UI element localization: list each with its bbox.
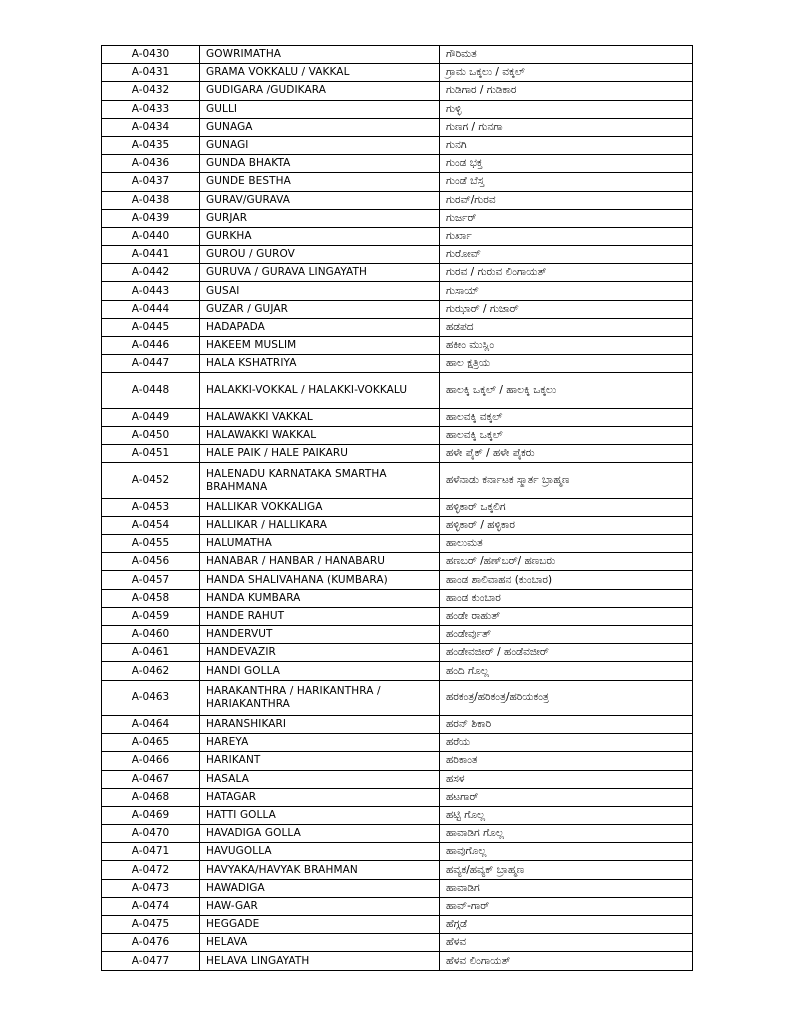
caste-code-cell: A-0458 [102, 589, 200, 607]
caste-name-english-cell: HARIKANT [200, 752, 440, 770]
caste-name-english-cell: GURUVA / GURAVA LINGAYATH [200, 264, 440, 282]
caste-name-english-cell: HANDEVAZIR [200, 644, 440, 662]
caste-name-kannada-cell: ಹಟ್ಟಿ ಗೊಲ್ಲ [440, 806, 693, 824]
caste-name-kannada-cell: ಗುಳ್ಳಿ [440, 100, 693, 118]
caste-name-english-cell: GULLI [200, 100, 440, 118]
table-body [102, 46, 693, 971]
caste-name-english-cell: HALUMATHA [200, 535, 440, 553]
caste-name-kannada-cell: ಹಾವ್-ಗಾರ್ [440, 897, 693, 915]
table-row [102, 463, 693, 498]
caste-name-kannada-cell: ಗುಣಗ / ಗುನಗಾ [440, 118, 693, 136]
caste-name-english-cell: HALAWAKKI VAKKAL [200, 408, 440, 426]
table-row [102, 498, 693, 516]
caste-code-cell: A-0437 [102, 173, 200, 191]
caste-name-english-cell: GURAV/GURAVA [200, 191, 440, 209]
caste-code-cell: A-0447 [102, 355, 200, 373]
table-row [102, 916, 693, 934]
table-row [102, 46, 693, 64]
caste-name-english-cell: HEGGADE [200, 916, 440, 934]
caste-name-english-cell: HAWADIGA [200, 879, 440, 897]
caste-name-english-cell: HALLIKAR / HALLIKARA [200, 516, 440, 534]
table-row [102, 626, 693, 644]
caste-code-cell: A-0466 [102, 752, 200, 770]
table-row [102, 806, 693, 824]
caste-name-english-cell: GUDIGARA /GUDIKARA [200, 82, 440, 100]
caste-name-kannada-cell: ಹಾವಾಡಿಗ [440, 879, 693, 897]
caste-code-cell: A-0471 [102, 843, 200, 861]
table-row [102, 300, 693, 318]
caste-name-kannada-cell: ಹಡಪದ [440, 318, 693, 336]
caste-name-english-cell: HAVUGOLLA [200, 843, 440, 861]
table-row [102, 173, 693, 191]
caste-name-kannada-cell: ಹಟಗಾರ್ [440, 788, 693, 806]
caste-name-kannada-cell: ಗುಂಡ ಭಕ್ತ [440, 155, 693, 173]
caste-name-english-cell: HANDA KUMBARA [200, 589, 440, 607]
caste-name-english-cell: GOWRIMATHA [200, 46, 440, 64]
table-row [102, 282, 693, 300]
caste-code-cell: A-0434 [102, 118, 200, 136]
caste-code-cell: A-0438 [102, 191, 200, 209]
caste-name-english-cell: GUNAGI [200, 136, 440, 154]
caste-code-cell: A-0474 [102, 897, 200, 915]
caste-name-kannada-cell: ಗುಂಡೆ ಬೆಸ್ತ [440, 173, 693, 191]
caste-name-english-cell: GURKHA [200, 227, 440, 245]
caste-name-english-cell: HALAWAKKI WAKKAL [200, 426, 440, 444]
caste-name-english-cell: HARAKANTHRA / HARIKANTHRA / HARIAKANTHRA [200, 680, 440, 715]
table-row [102, 155, 693, 173]
table-row [102, 589, 693, 607]
caste-code-cell: A-0455 [102, 535, 200, 553]
table-row [102, 408, 693, 426]
caste-name-kannada-cell: ಗುರವ / ಗುರುವ ಲಿಂಗಾಯತ್ [440, 264, 693, 282]
caste-name-kannada-cell: ಹಳ್ಳಿಕಾರ್ ಒಕ್ಕಲಿಗ [440, 498, 693, 516]
table-row [102, 246, 693, 264]
caste-list-table [101, 45, 693, 971]
caste-code-cell: A-0432 [102, 82, 200, 100]
caste-code-cell: A-0472 [102, 861, 200, 879]
caste-name-english-cell: HASALA [200, 770, 440, 788]
caste-code-cell: A-0431 [102, 64, 200, 82]
caste-code-cell: A-0436 [102, 155, 200, 173]
caste-name-english-cell: HALAKKI-VOKKAL / HALAKKI-VOKKALU [200, 373, 440, 408]
caste-name-kannada-cell: ಗುನಗಿ [440, 136, 693, 154]
caste-code-cell: A-0462 [102, 662, 200, 680]
caste-code-cell: A-0470 [102, 825, 200, 843]
table-row [102, 373, 693, 408]
caste-name-kannada-cell: ಹೆಗ್ಗಡೆ [440, 916, 693, 934]
table-row [102, 355, 693, 373]
table-row [102, 82, 693, 100]
caste-name-kannada-cell: ಹಣಬರ್ /ಹಣ್‌ಬರ್/ ಹಣಬರು [440, 553, 693, 571]
caste-name-english-cell: HARANSHIKARI [200, 715, 440, 733]
caste-name-kannada-cell: ಹಾಲವಕ್ಕಿ ಒಕ್ಕಲ್ [440, 426, 693, 444]
caste-code-cell: A-0459 [102, 607, 200, 625]
caste-name-english-cell: HATTI GOLLA [200, 806, 440, 824]
caste-name-kannada-cell: ಗುಝಾರ್ / ಗುಜಾರ್ [440, 300, 693, 318]
caste-code-cell: A-0452 [102, 463, 200, 498]
caste-name-english-cell: HANDE RAHUT [200, 607, 440, 625]
caste-name-kannada-cell: ಹವ್ಯಕ/ಹವ್ಯಕ್ ಬ್ರಾಹ್ಮಣ [440, 861, 693, 879]
table-row [102, 191, 693, 209]
caste-code-cell: A-0446 [102, 337, 200, 355]
caste-name-kannada-cell: ಹಂಡೇ ರಾಹುತ್ [440, 607, 693, 625]
caste-name-english-cell: HALA KSHATRIYA [200, 355, 440, 373]
caste-name-english-cell: HANDA SHALIVAHANA (KUMBARA) [200, 571, 440, 589]
caste-code-cell: A-0451 [102, 445, 200, 463]
caste-code-cell: A-0467 [102, 770, 200, 788]
caste-name-english-cell: HALE PAIK / HALE PAIKARU [200, 445, 440, 463]
caste-name-kannada-cell: ಗುರ್ಖಾ [440, 227, 693, 245]
caste-name-kannada-cell: ಹರಿಕಾಂತ [440, 752, 693, 770]
caste-code-cell: A-0460 [102, 626, 200, 644]
caste-name-english-cell: GUNDE BESTHA [200, 173, 440, 191]
table-row [102, 337, 693, 355]
caste-code-cell: A-0450 [102, 426, 200, 444]
caste-name-kannada-cell: ಹಾವಾಡಿಗ ಗೊಲ್ಲ [440, 825, 693, 843]
caste-name-english-cell: HATAGAR [200, 788, 440, 806]
caste-name-english-cell: HANDERVUT [200, 626, 440, 644]
caste-name-kannada-cell: ಗುಸಾಯ್ [440, 282, 693, 300]
table-row [102, 136, 693, 154]
caste-code-cell: A-0461 [102, 644, 200, 662]
table-row [102, 553, 693, 571]
table-row [102, 861, 693, 879]
caste-code-cell: A-0476 [102, 934, 200, 952]
caste-name-kannada-cell: ಗುರ್ಜರ್ [440, 209, 693, 227]
caste-name-english-cell: HALENADU KARNATAKA SMARTHA BRAHMANA [200, 463, 440, 498]
caste-name-kannada-cell: ಹಾಲುಮತ [440, 535, 693, 553]
caste-name-english-cell: GURJAR [200, 209, 440, 227]
caste-name-kannada-cell: ಗುರವ್/ಗುರವ [440, 191, 693, 209]
table-row [102, 445, 693, 463]
caste-name-english-cell: HAKEEM MUSLIM [200, 337, 440, 355]
caste-name-english-cell: HANDI GOLLA [200, 662, 440, 680]
caste-name-english-cell: GRAMA VOKKALU / VAKKAL [200, 64, 440, 82]
caste-name-english-cell: GUZAR / GUJAR [200, 300, 440, 318]
caste-name-kannada-cell: ಹೆಳವ [440, 934, 693, 952]
table-row [102, 227, 693, 245]
caste-name-kannada-cell: ಹಾವುಗೊಲ್ಲ [440, 843, 693, 861]
caste-name-kannada-cell: ಹಸಳ [440, 770, 693, 788]
caste-name-kannada-cell: ಗುರೋವ್ [440, 246, 693, 264]
caste-name-kannada-cell: ಗುಡಿಗಾರ / ಗುಡಿಕಾರ [440, 82, 693, 100]
caste-name-kannada-cell: ಹಾಂಡ ಶಾಲಿವಾಹನ (ಕುಂಬಾರ) [440, 571, 693, 589]
caste-name-english-cell: HAVYAKA/HAVYAK BRAHMAN [200, 861, 440, 879]
caste-name-english-cell: GUSAI [200, 282, 440, 300]
caste-code-cell: A-0441 [102, 246, 200, 264]
caste-name-english-cell: HAVADIGA GOLLA [200, 825, 440, 843]
table-row [102, 662, 693, 680]
caste-code-cell: A-0440 [102, 227, 200, 245]
caste-code-cell: A-0454 [102, 516, 200, 534]
caste-name-english-cell: HANABAR / HANBAR / HANABARU [200, 553, 440, 571]
table-row [102, 770, 693, 788]
caste-code-cell: A-0464 [102, 715, 200, 733]
caste-code-cell: A-0465 [102, 734, 200, 752]
table-row [102, 607, 693, 625]
caste-name-english-cell: GUROU / GUROV [200, 246, 440, 264]
table-row [102, 535, 693, 553]
caste-name-kannada-cell: ಗೌರಿಮತ [440, 46, 693, 64]
caste-code-cell: A-0463 [102, 680, 200, 715]
caste-name-english-cell: HADAPADA [200, 318, 440, 336]
table-row [102, 118, 693, 136]
caste-name-kannada-cell: ಹಂಡೇರ್ವುತ್ [440, 626, 693, 644]
caste-code-cell: A-0456 [102, 553, 200, 571]
caste-code-cell: A-0439 [102, 209, 200, 227]
table-row [102, 644, 693, 662]
caste-code-cell: A-0477 [102, 952, 200, 970]
caste-name-english-cell: GUNDA BHAKTA [200, 155, 440, 173]
table-row [102, 715, 693, 733]
caste-name-kannada-cell: ಹಾಲ ಕ್ಷತ್ರಿಯ [440, 355, 693, 373]
table-row [102, 209, 693, 227]
caste-code-cell: A-0442 [102, 264, 200, 282]
caste-code-cell: A-0468 [102, 788, 200, 806]
caste-code-cell: A-0473 [102, 879, 200, 897]
caste-code-cell: A-0449 [102, 408, 200, 426]
caste-name-kannada-cell: ಗ್ರಾಮ ಒಕ್ಕಲು / ವಕ್ಕಲ್ [440, 64, 693, 82]
caste-code-cell: A-0444 [102, 300, 200, 318]
table-row [102, 734, 693, 752]
table-row [102, 318, 693, 336]
caste-code-cell: A-0475 [102, 916, 200, 934]
table-row [102, 825, 693, 843]
caste-name-kannada-cell: ಹಳೇ ಪೈಕ್ / ಹಳೇ ಪೈಕರು [440, 445, 693, 463]
table-row [102, 879, 693, 897]
caste-name-kannada-cell: ಹಂದಿ ಗೊಲ್ಲ [440, 662, 693, 680]
caste-name-english-cell: GUNAGA [200, 118, 440, 136]
table-row [102, 264, 693, 282]
caste-code-cell: A-0430 [102, 46, 200, 64]
table-row [102, 934, 693, 952]
caste-code-cell: A-0457 [102, 571, 200, 589]
caste-name-english-cell: HAW-GAR [200, 897, 440, 915]
caste-name-kannada-cell: ಹಾಲಕ್ಕಿ ಒಕ್ಕಲ್ / ಹಾಲಕ್ಕಿ ಒಕ್ಕಲು [440, 373, 693, 408]
caste-name-kannada-cell: ಹಾಂಡ ಕುಂಬಾರ [440, 589, 693, 607]
table-row [102, 64, 693, 82]
caste-code-cell: A-0453 [102, 498, 200, 516]
caste-name-kannada-cell: ಹೆಳವ ಲಿಂಗಾಯತ್ [440, 952, 693, 970]
caste-name-kannada-cell: ಹಾಲವಕ್ಕಿ ವಕ್ಕಲ್ [440, 408, 693, 426]
caste-code-cell: A-0443 [102, 282, 200, 300]
caste-name-kannada-cell: ಹರಕಂತ್ರ/ಹರಿಕಂತ್ರ/ಹರಿಯಕಂತ್ರ [440, 680, 693, 715]
table-row [102, 100, 693, 118]
caste-code-cell: A-0435 [102, 136, 200, 154]
caste-code-cell: A-0448 [102, 373, 200, 408]
caste-name-kannada-cell: ಹಕೀಂ ಮುಸ್ಲಿಂ [440, 337, 693, 355]
caste-name-kannada-cell: ಹರನ್ ಶಿಕಾರಿ [440, 715, 693, 733]
table-row [102, 680, 693, 715]
table-row [102, 571, 693, 589]
caste-code-cell: A-0445 [102, 318, 200, 336]
caste-code-cell: A-0433 [102, 100, 200, 118]
caste-name-kannada-cell: ಹಳ್ಳಿಕಾರ್ / ಹಳ್ಳಿಕಾರ [440, 516, 693, 534]
table-row [102, 516, 693, 534]
table-row [102, 788, 693, 806]
caste-name-english-cell: HAREYA [200, 734, 440, 752]
caste-code-cell: A-0469 [102, 806, 200, 824]
caste-name-english-cell: HELAVA [200, 934, 440, 952]
caste-name-kannada-cell: ಹಳೆನಾಡು ಕರ್ನಾಟಕ ಸ್ಮಾರ್ತ ಬ್ರಾಹ್ಮಣ [440, 463, 693, 498]
table-row [102, 426, 693, 444]
caste-name-kannada-cell: ಹರೆಯ [440, 734, 693, 752]
caste-name-english-cell: HALLIKAR VOKKALIGA [200, 498, 440, 516]
table-row [102, 752, 693, 770]
table-row [102, 952, 693, 970]
table-row [102, 843, 693, 861]
caste-name-english-cell: HELAVA LINGAYATH [200, 952, 440, 970]
table-row [102, 897, 693, 915]
caste-name-kannada-cell: ಹಂಡೇವಜೀರ್ / ಹಂಡೆವಜೀರ್ [440, 644, 693, 662]
